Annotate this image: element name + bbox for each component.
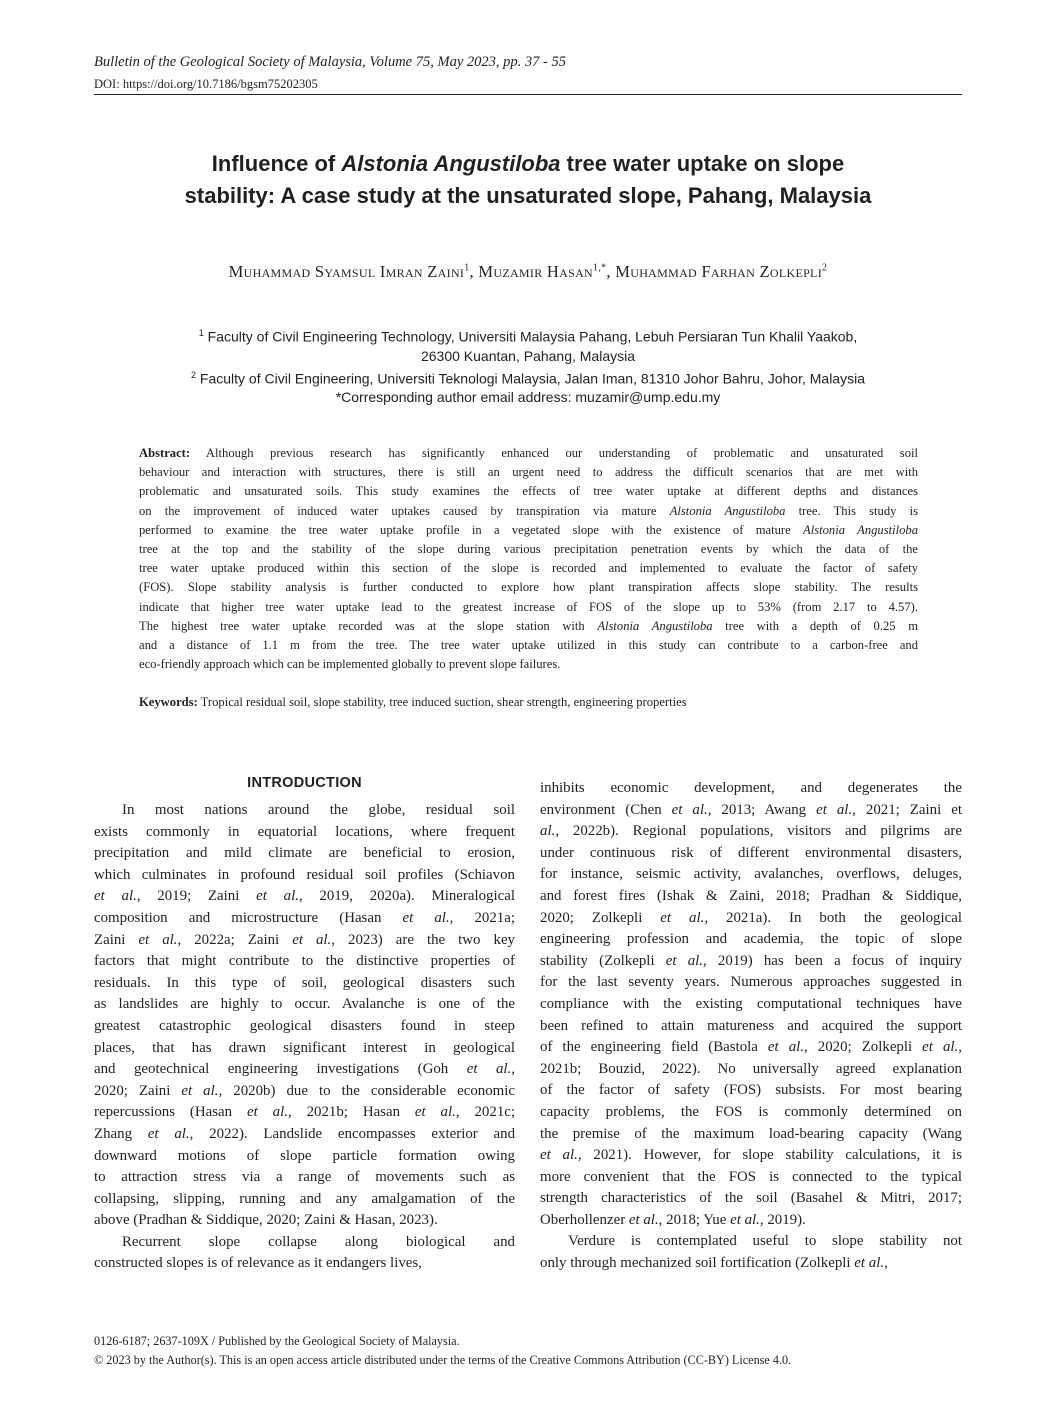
body-text-line: as landslides are highly to occur. Avalanche is one of the xyxy=(94,996,515,1013)
keywords-text: Tropical residual soil, slope stability, tree induced suction, shear strength, engineering properties xyxy=(197,695,687,709)
body-text-line: Oberhollenzer et al., 2018; Yue et al., 2019). xyxy=(540,1211,806,1228)
body-text-line: above (Pradhan & Siddique, 2020; Zaini & Hasan, 2023). xyxy=(94,1212,438,1229)
abstract-label: Abstract: xyxy=(139,446,191,460)
body-text-line: environment (Chen et al., 2013; Awang et al., 2021; Zaini et xyxy=(540,801,962,818)
title-text: tree water uptake on slope xyxy=(560,151,845,176)
body-text-line: Zhang et al., 2022). Landslide encompasses exterior and xyxy=(94,1125,516,1142)
doi-line[interactable]: DOI: https://doi.org/10.7186/bgsm75202305 xyxy=(94,77,318,91)
body-text-line: 2021b; Bouzid, 2022). No universally agreed explanation xyxy=(540,1060,962,1077)
abstract xyxy=(139,444,918,674)
body-text-line: exists commonly in equatorial locations, where frequent xyxy=(94,823,515,840)
title-line-2: stability: A case study at the unsaturated slope, Pahang, Malaysia xyxy=(184,183,872,208)
body-text-line: Verdure is contemplated useful to slope stability not xyxy=(568,1233,962,1250)
author-name: Muhammad Syamsul Imran Zaini xyxy=(228,262,465,281)
abstract-line: behaviour and interaction with structures, there is still an urgent need to address the difficult scenarios that are met with xyxy=(139,465,918,480)
body-text-line: to attraction stress via a range of movements such as xyxy=(94,1169,515,1186)
keywords-label: Keywords: xyxy=(139,695,198,709)
title-text: Influence of xyxy=(211,151,342,176)
license-line: © 2023 by the Author(s). This is an open access article distributed under the terms of the Creative Commons Attribution (CC-BY) License 4.0. xyxy=(94,1353,792,1367)
header-rule xyxy=(94,94,962,95)
body-text-line: In most nations around the globe, residual soil xyxy=(122,802,515,818)
affiliation-1-address: 26300 Kuantan, Pahang, Malaysia xyxy=(420,347,636,364)
abstract-line: tree water uptake produced within this section of the slope is recorded and implemented to evaluate the factor of safety xyxy=(139,561,918,576)
body-text-line: of the engineering field (Bastola et al., 2020; Zolkepli et al., xyxy=(540,1039,962,1056)
affiliation-mark: 1 xyxy=(198,328,204,338)
abstract-line: performed to examine the tree water uptake profile in a vegetated slope with the existence of mature Alstonia Angustiloba xyxy=(139,522,918,537)
body-text-line: residuals. In this type of soil, geological disasters such xyxy=(94,974,515,991)
affiliations xyxy=(94,324,962,407)
author-name: Muhammad Farhan Zolkepli xyxy=(615,262,822,281)
body-text-line: the premise of the maximum load-bearing capacity (Wang xyxy=(540,1125,962,1142)
paper-title xyxy=(94,148,962,212)
author-affiliation-mark: 1 xyxy=(464,262,470,274)
abstract-line: on the improvement of induced water uptakes caused by transpiration via mature Alstonia Angustiloba tree. This study is xyxy=(139,503,918,518)
affiliation-1: Faculty of Civil Engineering Technology, Universiti Malaysia Pahang, Lebuh Persiaran Tun Khalil Yaakob, xyxy=(203,328,858,345)
title-species: Alstonia Angustiloba xyxy=(341,151,561,176)
body-text-line: 2020; Zaini et al., 2020b) due to the considerable economic xyxy=(94,1082,515,1099)
body-text-line: Recurrent slope collapse along biological and xyxy=(122,1233,515,1250)
body-text-line: collapsing, slipping, running and any amalgamation of the xyxy=(94,1190,515,1207)
body-column-right xyxy=(540,778,962,1275)
body-text-line: inhibits economic development, and degenerates the xyxy=(540,780,962,796)
journal-citation: Bulletin of the Geological Society of Malaysia, Volume 75, May 2023, pp. 37 - 55 xyxy=(94,54,566,70)
issn-line: 0126-6187; 2637-109X / Published by the Geological Society of Malaysia. xyxy=(94,1334,460,1348)
body-text-line: which culminates in profound residual soil profiles (Schiavon xyxy=(94,866,515,883)
body-text-line: more convenient that the FOS is connected to the typical xyxy=(540,1168,962,1185)
author-affiliation-mark: 1,* xyxy=(593,262,607,274)
author-list: Muhammad Syamsul Imran Zaini$^1$, Muzamir Hasan$^{1,*}$, Muhammad Farhan Zolkepli$^2$ xyxy=(228,262,828,281)
body-text-line: et al., 2019; Zaini et al., 2019, 2020a). Mineralogical xyxy=(94,888,515,905)
body-text-line: al., 2022b). Regional populations, visitors and pilgrims are xyxy=(540,823,962,840)
body-text-line: factors that might contribute to the distinctive properties of xyxy=(94,953,515,970)
body-text-line: composition and microstructure (Hasan et al., 2021a; xyxy=(94,909,515,926)
body-text-line: downward motions of slope particle formation owing xyxy=(94,1147,515,1164)
abstract-line: Abstract: Although previous research has significantly enhanced our understanding of problematic and unsaturated soil xyxy=(139,446,918,460)
body-text-line: of the factor of safety (FOS) subsists. For most bearing xyxy=(540,1082,962,1099)
body-text-line: stability (Zolkepli et al., 2019) has been a focus of inquiry xyxy=(540,952,963,969)
body-text-line: precipitation and mild climate are beneficial to erosion, xyxy=(94,845,515,862)
body-text-line: compliance with the existing computational techniques have xyxy=(540,995,962,1012)
abstract-line: indicate that higher tree water uptake lead to the greatest increase of FOS of the slope up to 53% (from 2.17 to 4.57). xyxy=(139,599,918,614)
body-text-line: repercussions (Hasan et al., 2021b; Hasan et al., 2021c; xyxy=(94,1104,516,1121)
body-text-line: et al., 2021). However, for slope stability calculations, it is xyxy=(540,1147,962,1164)
body-text-line: constructed slopes is of relevance as it endangers lives, xyxy=(94,1255,422,1272)
body-text-line: capacity problems, the FOS is commonly determined on xyxy=(540,1103,962,1120)
body-text-line: Zaini et al., 2022a; Zaini et al., 2023) are the two key xyxy=(94,931,515,948)
abstract-line: The highest tree water uptake recorded was at the slope station with Alstonia Angustiloba tree with a depth of 0.25 m xyxy=(139,618,918,633)
body-text-line: places, that has drawn significant interest in geological xyxy=(94,1039,515,1056)
abstract-line: tree at the top and the stability of the slope during various precipitation penetration events by which the data of the xyxy=(139,542,918,557)
body-column-left xyxy=(94,800,515,1275)
corresponding-author: *Corresponding author email address: muzamir@ump.edu.my xyxy=(335,389,721,406)
affiliation-mark: 2 xyxy=(191,369,197,380)
body-text-line: been refined to attain matureness and acquired the support xyxy=(540,1017,962,1034)
keywords xyxy=(139,695,918,710)
body-text-line: strength characteristics of the soil (Basahel & Mitri, 2017; xyxy=(540,1190,962,1207)
body-text-line: under continuous risk of different environmental disasters, xyxy=(540,844,962,861)
body-text-line: 2020; Zolkepli et al., 2021a). In both the geological xyxy=(540,909,962,926)
body-text-line: and geotechnical engineering investigations (Goh et al., xyxy=(94,1061,515,1078)
abstract-line: eco-friendly approach which can be implemented globally to prevent slope failures. xyxy=(139,657,561,672)
abstract-line: problematic and unsaturated soils. This study examines the effects of tree water uptake at different depths and distances xyxy=(139,484,918,499)
body-text-line: engineering profession and academia, the topic of slope xyxy=(540,931,962,948)
abstract-line: and a distance of 1.1 m from the tree. The tree water uptake utilized in this study can contribute to a carbon-free and xyxy=(139,638,918,653)
author-affiliation-mark: 2 xyxy=(822,262,828,274)
page-footer xyxy=(94,1332,791,1370)
author-name: Muzamir Hasan xyxy=(478,262,594,281)
body-text-line: greatest catastrophic geological disasters found in steep xyxy=(94,1017,515,1034)
body-text-line: for the last seventy years. Numerous approaches suggested in xyxy=(540,974,962,991)
body-text-line: and forest fires (Ishak & Zaini, 2018; Pradhan & Siddique, xyxy=(540,887,962,904)
body-text-line: for instance, seismic activity, avalanches, overflows, deluges, xyxy=(540,866,962,883)
section-heading-introduction: INTRODUCTION xyxy=(247,775,362,791)
abstract-line: (FOS). Slope stability analysis is further conducted to explore how plant transpiration affects slope stability. The results xyxy=(139,580,918,595)
affiliation-2: Faculty of Civil Engineering, Universiti Teknologi Malaysia, Jalan Iman, 81310 Johor Bahru, Johor, Malaysia xyxy=(196,370,865,387)
body-text-line: only through mechanized soil fortification (Zolkepli et al., xyxy=(540,1255,888,1272)
